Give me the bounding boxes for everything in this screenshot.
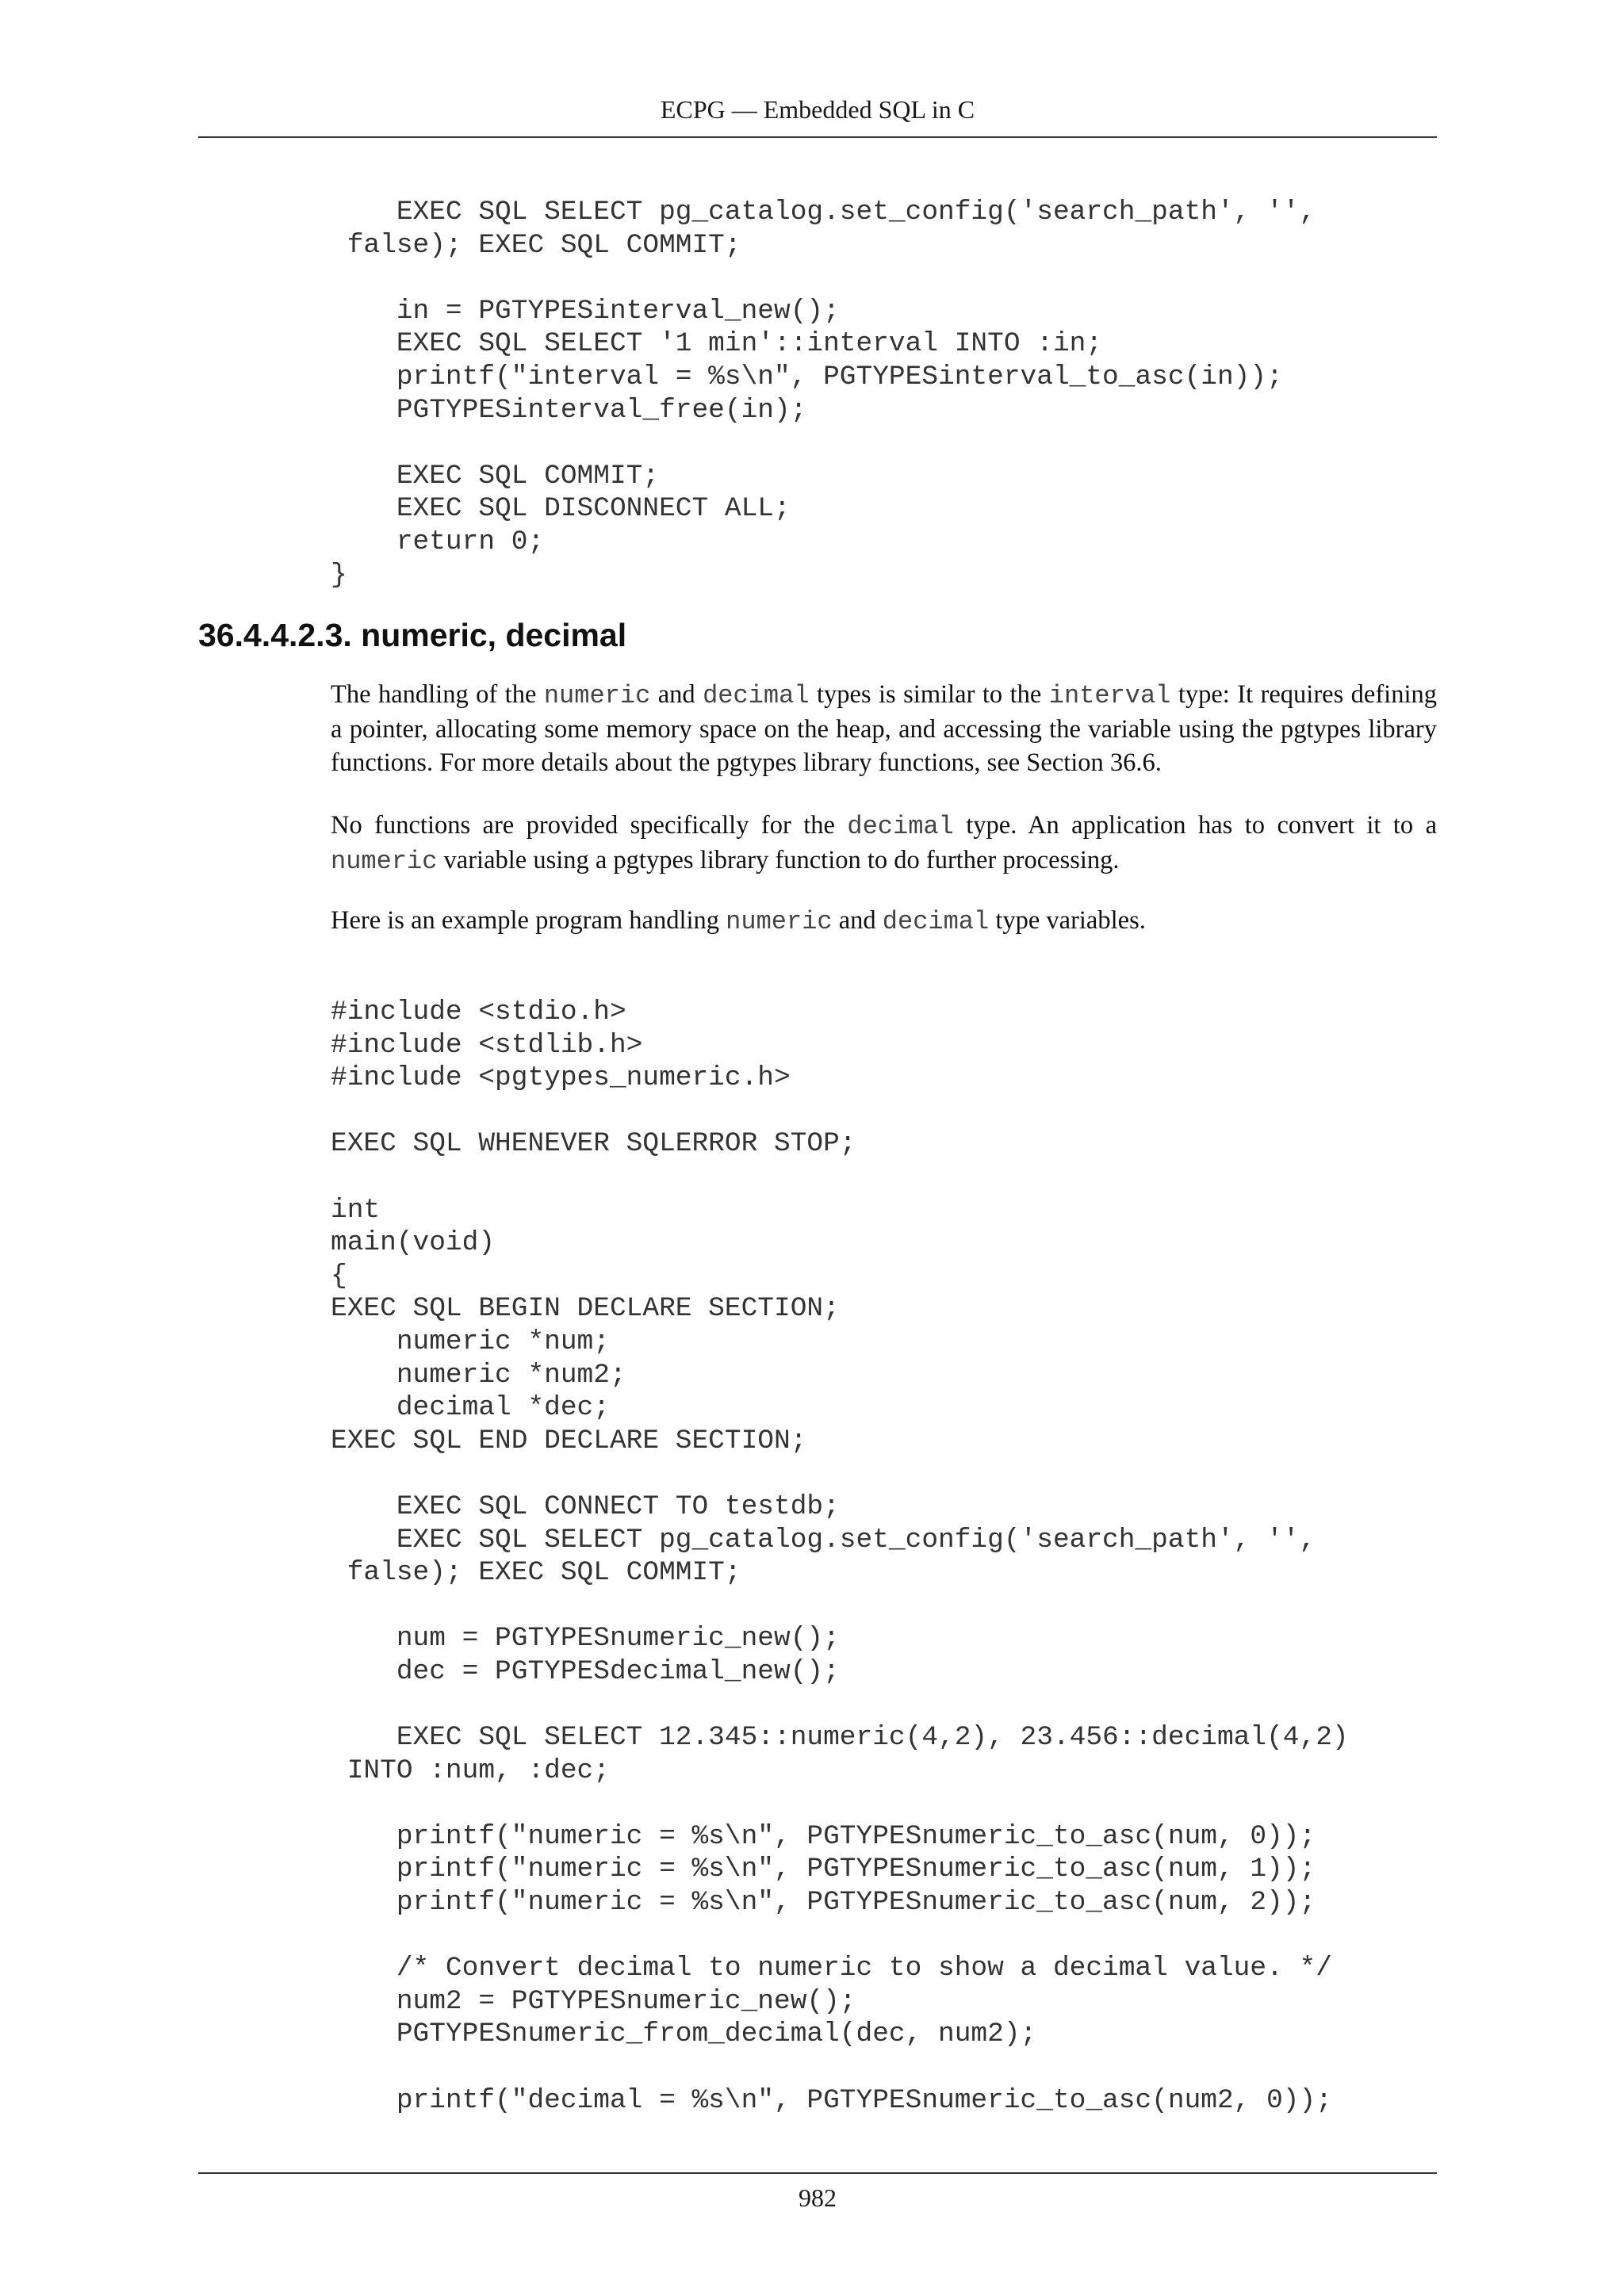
inline-code: numeric <box>543 681 651 710</box>
header-rule <box>198 136 1437 138</box>
inline-code: numeric <box>331 847 438 876</box>
inline-code: decimal <box>703 681 810 710</box>
footer-rule <box>198 2172 1437 2174</box>
paragraph-example-intro: Here is an example program handling numeric and decimal type variables. <box>331 906 1146 936</box>
code-block-numeric-example: #include <stdio.h> #include <stdlib.h> #include <pgtypes_numeric.h> EXEC SQL WHENEVER SQLERROR STOP; int main(void) { EXEC SQL BEGIN DECLARE SECTION; numeric *num; numeric *num2; decimal *dec; EXEC SQL END DECLARE SECTION; EXEC SQL CONNECT TO testdb; EXEC SQL SELECT pg_catalog.set_config('search_path', '', false); EXEC SQL COMMIT; num = PGTYPESnumeric_new(); dec = PGTYPESdecimal_new(); EXEC SQL SELECT 12.345::numeric(4,2), 23.456::decimal(4,2) INTO :num, :dec; printf("numeric = %s\n", PGTYPESnumeric_to_asc(num, 0)); printf("numeric = %s\n", PGTYPESnumeric_to_asc(num, 1)); printf("numeric = %s\n", PGTYPESnumeric_to_asc(num, 2)); /* Convert decimal to numeric to show a decimal value. */ num2 = PGTYPESnumeric_new(); PGTYPESnumeric_from_decimal(dec, num2); printf("decimal = %s\n", PGTYPESnumeric_to_asc(num2, 0)); <box>331 997 1349 2116</box>
code-block-interval-end: EXEC SQL SELECT pg_catalog.set_config('search_path', '', false); EXEC SQL COMMIT; in = PGTYPESinterval_new(); EXEC SQL SELECT '1 min'::interval INTO :in; printf("interval = %s\n", PGTYPESinterval_to_asc(in)); PGTYPESinterval_free(in); EXEC SQL COMMIT; EXEC SQL DISCONNECT ALL; return 0; } <box>331 197 1316 591</box>
inline-code: interval <box>1048 681 1171 710</box>
paragraph-intro: The handling of the numeric and decimal types is similar to the interval type: It requires defining a pointer, allocating some memory space on the heap, and accessing the variable using the pgtypes library functions. For more details about the pgtypes library functions, see Section 36.6. <box>331 680 1437 777</box>
page-number: 982 <box>799 2183 837 2212</box>
inline-code: decimal <box>847 812 954 841</box>
inline-code: numeric <box>726 907 833 936</box>
paragraph-decimal-note: No functions are provided specifically for the decimal type. An application has to convert it to a numeric variable using a pgtypes library function to do further processing. <box>331 811 1438 876</box>
section-heading: 36.4.4.2.3. numeric, decimal <box>198 617 627 653</box>
running-header: ECPG — Embedded SQL in C <box>660 95 975 124</box>
inline-code: decimal <box>882 907 990 936</box>
